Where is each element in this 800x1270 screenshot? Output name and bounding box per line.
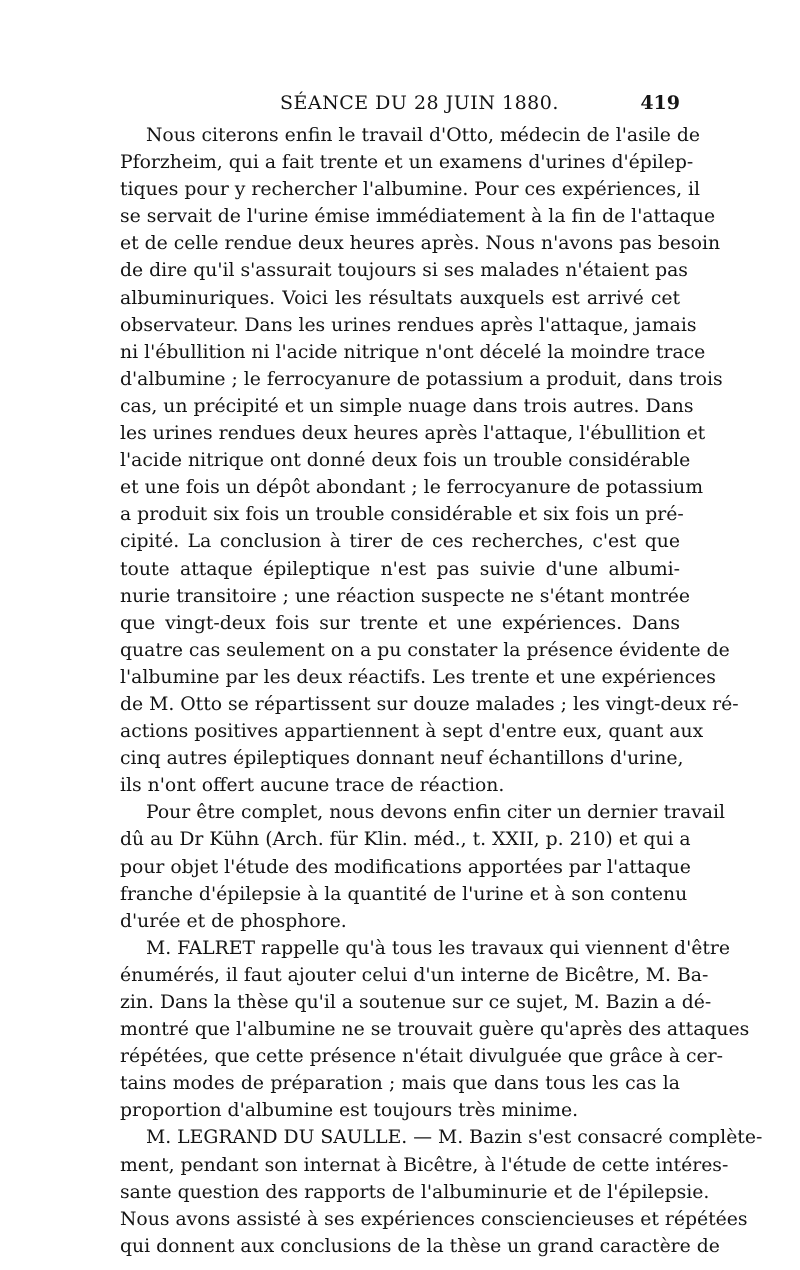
text-line: Pour être complet, nous devons enfin citer un dernier travail [146,802,726,824]
text-line: cas, un précipité et un simple nuage dans trois autres. Dans [120,395,694,417]
text-line: tains modes de préparation ; mais que dans tous les cas la [120,1073,680,1095]
text-line: énumérés, il faut ajouter celui d'un interne de Bicêtre, M. Ba- [120,964,709,986]
text-line: observateur. Dans les urines rendues après l'attaque, jamais [120,314,697,336]
text-line: M. FALRET rappelle qu'à tous les travaux qui viennent d'être [146,937,730,959]
text-line: Nous citerons enfin le travail d'Otto, médecin de l'asile de [146,125,700,146]
text-line: dû au Dr Kühn (Arch. für Klin. méd., t. XXII, p. 210) et qui a [120,829,691,851]
text-line: albuminuriques. Voici les résultats auxquels est arrivé cet [120,287,680,309]
page-header [120,92,680,122]
text-line: proportion d'albumine est toujours très minime. [120,1100,579,1122]
text-line: ni l'ébullition ni l'acide nitrique n'ont décelé la moindre trace [120,341,706,363]
text-line: actions positives appartiennent à sept d'entre eux, quant aux [120,721,704,743]
text-line: M. LEGRAND DU SAULLE. — M. Bazin s'est consacré complète- [146,1127,763,1149]
text-line: nurie transitoire ; une réaction suspecte ne s'étant montrée [120,585,691,607]
text-line: les urines rendues deux heures après l'attaque, l'ébullition et [120,423,706,445]
text-line: l'acide nitrique ont donné deux fois un trouble considérable [120,450,691,472]
text-line: que vingt-deux fois sur trente et une expériences. Dans [120,612,680,634]
text-line: Nous avons assisté à ses expériences consciencieuses et répétées [120,1208,748,1230]
text-line: l'albumine par les deux réactifs. Les trente et une expériences [120,666,716,688]
text-line: répétées, que cette présence n'était divulguée que grâce à cer- [120,1046,723,1068]
running-head: SÉANCE DU 28 JUIN 1880. [280,92,559,114]
text-line: cinq autres épileptiques donnant neuf échantillons d'urine, [120,748,684,770]
text-line: a produit six fois un trouble considérable et six fois un pré- [120,504,684,526]
text-line: franche d'épilepsie à la quantité de l'urine et à son contenu [120,883,688,905]
text-line: et une fois un dépôt abondant ; le ferrocyanure de potassium [120,477,704,499]
text-line: se servait de l'urine émise immédiatement à la fin de l'attaque [120,206,716,228]
text-line: pour objet l'étude des modifications apportées par l'attaque [120,856,691,878]
text-line: sante question des rapports de l'albuminurie et de l'épilepsie. [120,1181,710,1203]
text-line: quatre cas seulement on a pu constater la présence évidente de [120,639,730,661]
text-line: qui donnent aux conclusions de la thèse un grand caractère de [120,1235,720,1257]
text-line: d'urée et de phosphore. [120,910,347,932]
text-line: zin. Dans la thèse qu'il a soutenue sur ce sujet, M. Bazin a dé- [120,992,712,1013]
text-line: de dire qu'il s'assurait toujours si ses malades n'étaient pas [120,260,688,282]
text-line: cipité. La conclusion à tirer de ces recherches, c'est que [120,531,680,553]
text-line: montré que l'albumine ne se trouvait guère qu'après des attaques [120,1019,750,1041]
text-line: ils n'ont offert aucune trace de réaction. [120,775,505,797]
text-line: et de celle rendue deux heures après. Nous n'avons pas besoin [120,233,721,255]
text-line: de M. Otto se répartissent sur douze malades ; les vingt-deux ré- [120,693,739,715]
page-number: 419 [640,92,680,114]
text-line: toute attaque épileptique n'est pas suivie d'une albumi- [120,558,680,580]
text-line: d'albumine ; le ferrocyanure de potassium a produit, dans trois [120,368,723,390]
text-line: tiques pour y rechercher l'albumine. Pour ces expériences, il [120,179,701,201]
text-line: ment, pendant son internat à Bicêtre, à l'étude de cette intéres- [120,1154,729,1176]
text-line: Pforzheim, qui a fait trente et un examens d'urines d'épilep- [120,152,694,174]
body-text [120,122,763,1260]
